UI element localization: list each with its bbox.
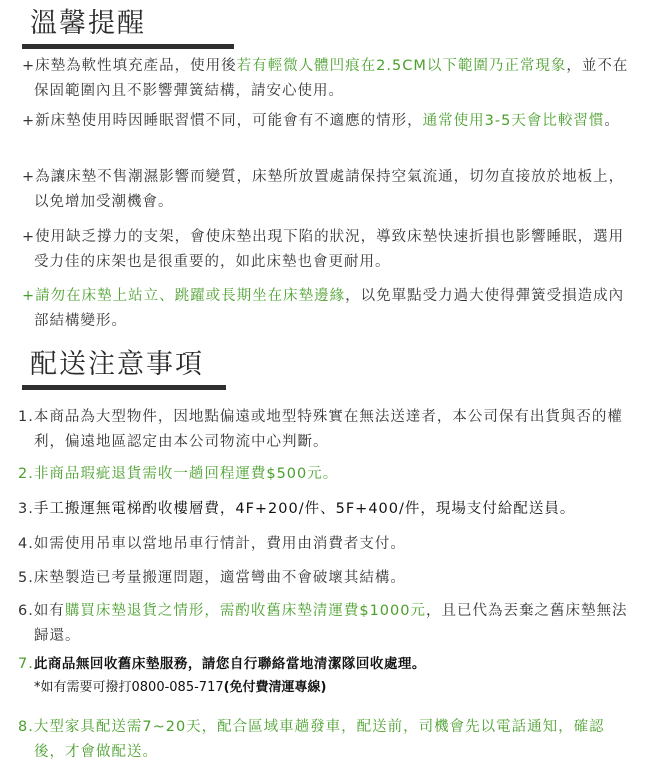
bullet-plus: + bbox=[22, 58, 36, 74]
bullet-plus: + bbox=[22, 169, 36, 185]
text-segment: ，並不在保固範圍內且不影響彈簧結構，請安心使用。 bbox=[34, 58, 629, 99]
text-segment: 如需使用吊車以當地吊車行情計，費用由消費者支付。 bbox=[33, 536, 406, 552]
delivery-item-6 bbox=[18, 599, 634, 649]
highlight-segment: 大型家具配送需7~20天，配合區域車趟發車，配送前，司機會先以電話通知，確認後，才會做配送。 bbox=[33, 719, 605, 760]
item-number: 1. bbox=[18, 409, 34, 425]
highlight-segment: 請勿在床墊上站立、跳躍或長期坐在床墊邊緣 bbox=[35, 288, 346, 304]
text-segment: 床墊製造已考量搬運問題，適當彎曲不會破壞其結構。 bbox=[33, 570, 406, 586]
delivery-item-7 bbox=[18, 652, 634, 699]
item-number: 3. bbox=[18, 501, 34, 517]
delivery-item-8 bbox=[18, 715, 634, 765]
delivery-item-1 bbox=[18, 405, 634, 455]
reminder-item-3 bbox=[22, 165, 634, 215]
reminder-item-1 bbox=[22, 54, 634, 104]
text-segment: ，以免單點受力過大使得彈簧受損造成內部結構變形。 bbox=[34, 288, 625, 329]
item-number: 5. bbox=[18, 570, 34, 586]
bullet-plus: + bbox=[22, 288, 36, 304]
delivery-item-4 bbox=[18, 532, 634, 557]
text-segment: 如有 bbox=[33, 603, 65, 619]
text-segment: 使用缺乏撐力的支架，會使床墊出現下陷的狀況，導致床墊快速折損也影響睡眠，選用受力佳的床架也是很重要的，如此床墊也會更耐用。 bbox=[34, 229, 625, 270]
hotline-prefix: *如有需要可撥打 bbox=[34, 680, 132, 695]
item-number: 7. bbox=[18, 656, 34, 672]
highlight-segment: 若有輕微人體凹痕在2.5CM以下範圍乃正常現象 bbox=[236, 58, 567, 74]
no-recycling-notice: 此商品無回收舊床墊服務，請您自行聯絡當地清潔隊回收處理。 bbox=[33, 656, 426, 672]
text-segment: ，且已代為丟棄之舊床墊無法歸還。 bbox=[34, 603, 628, 644]
hotline-label: (免付費清運專線) bbox=[223, 680, 327, 695]
section-title-reminders: 溫馨提醒 bbox=[22, 6, 234, 49]
reminder-item-2 bbox=[22, 109, 634, 134]
reminder-item-4 bbox=[22, 225, 634, 275]
item-number: 2. bbox=[18, 466, 34, 482]
reminder-item-5 bbox=[22, 284, 634, 334]
text-segment: 新床墊使用時因睡眠習慣不同，可能會有不適應的情形， bbox=[35, 113, 423, 129]
delivery-item-3 bbox=[18, 497, 634, 522]
text-segment: 為讓床墊不售潮濕影響而變質，床墊所放置處請保持空氣流通，切勿直接放於地板上，以免增加受潮機會。 bbox=[34, 169, 625, 210]
item-number: 8. bbox=[18, 719, 34, 735]
highlight-segment: 通常使用3-5天會比較習慣 bbox=[422, 113, 605, 129]
highlight-segment: 購買床墊退貨之情形，需酌收舊床墊清運費$1000元 bbox=[64, 603, 426, 619]
delivery-item-5 bbox=[18, 566, 634, 591]
hotline-number: 0800-085-717 bbox=[131, 680, 224, 695]
item-number: 6. bbox=[18, 603, 34, 619]
text-segment: 。 bbox=[604, 113, 620, 129]
bullet-plus: + bbox=[22, 113, 36, 129]
text-segment: 本商品為大型物件，因地點偏遠或地型特殊實在無法送達者，本公司保有出貨與否的權利，偏遠地區認定由本公司物流中心判斷。 bbox=[33, 409, 623, 450]
text-segment: 床墊為軟性填充產品，使用後 bbox=[35, 58, 237, 74]
delivery-item-2 bbox=[18, 462, 634, 487]
section-title-delivery: 配送注意事項 bbox=[22, 347, 226, 390]
item-number: 4. bbox=[18, 536, 34, 552]
hotline-line bbox=[18, 677, 634, 699]
bullet-plus: + bbox=[22, 229, 36, 245]
highlight-segment: 非商品瑕疵退貨需收一趟回程運費$500元。 bbox=[33, 466, 339, 482]
text-segment: 手工搬運無電梯酌收樓層費，4F+200/件、5F+400/件，現場支付給配送員。 bbox=[33, 501, 576, 517]
